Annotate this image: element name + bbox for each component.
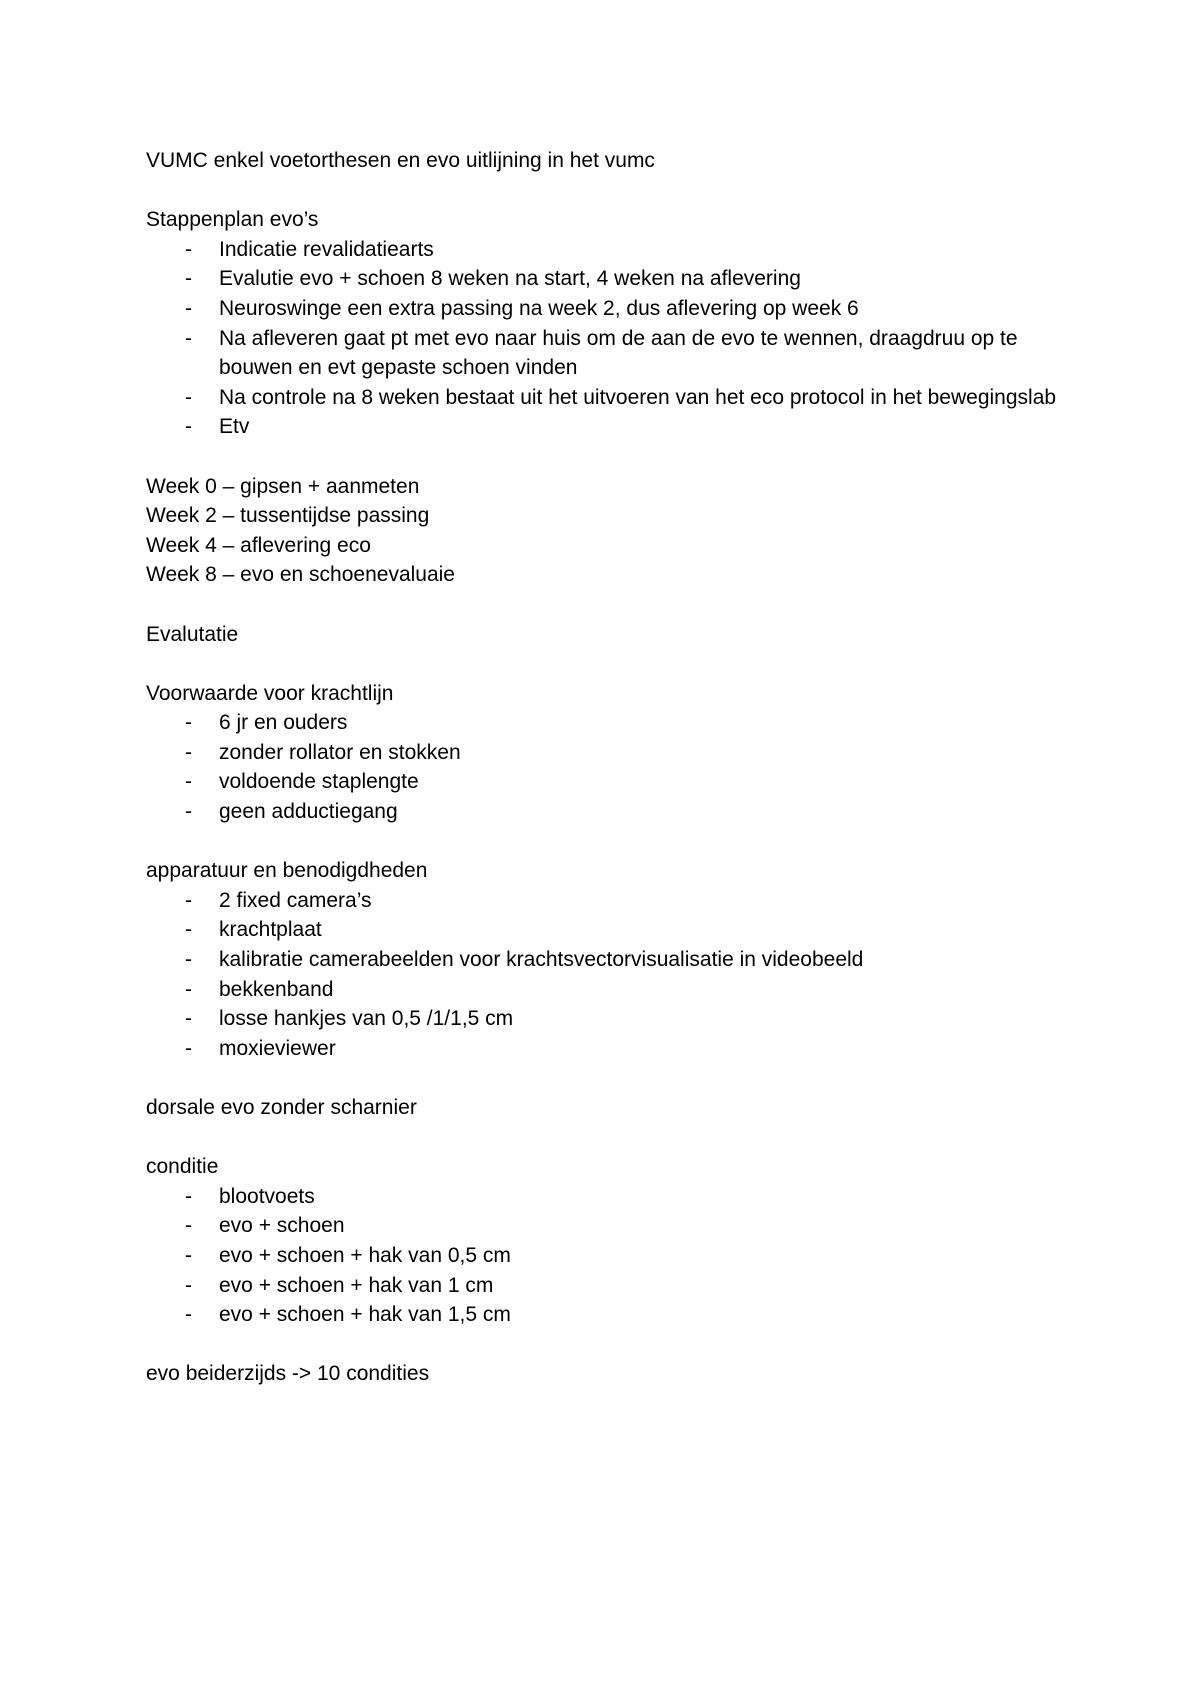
list-item	[146, 235, 1076, 265]
list-item-text: Etv	[219, 415, 250, 439]
list-item-text: evo + schoen + hak van 1,5 cm	[219, 1303, 511, 1327]
dash-bullet: -	[185, 1007, 192, 1031]
list-item	[146, 886, 1076, 916]
spacer	[146, 1063, 1076, 1093]
list-item	[146, 738, 1076, 768]
list-item-text: 6 jr en ouders	[219, 711, 348, 735]
footer-line: evo beiderzijds -> 10 condities	[146, 1362, 430, 1386]
list-item	[146, 294, 1076, 324]
dash-bullet: -	[185, 888, 192, 912]
list-item	[146, 1241, 1076, 1271]
dash-bullet: -	[185, 977, 192, 1001]
apparatuur-list	[146, 886, 1076, 1064]
dash-bullet: -	[185, 1303, 192, 1327]
list-item-text: geen adductiegang	[219, 800, 398, 824]
list-item-text: bekkenband	[219, 977, 334, 1001]
spacer	[146, 176, 1076, 206]
section-heading-voorwaarde: Voorwaarde voor krachtlijn	[146, 681, 394, 705]
list-item-text: 2 fixed camera’s	[219, 888, 372, 912]
week-line: Week 8 – evo en schoenevaluaie	[146, 563, 455, 587]
list-item	[146, 264, 1076, 294]
list-item	[146, 1271, 1076, 1301]
dash-bullet: -	[185, 918, 192, 942]
stappenplan-list	[146, 235, 1076, 442]
list-item-text: voldoende staplengte	[219, 770, 419, 794]
list-item	[146, 412, 1076, 442]
list-item	[146, 945, 1076, 975]
list-item-text: zonder rollator en stokken	[219, 740, 461, 764]
document-page	[146, 146, 1076, 1389]
dash-bullet: -	[185, 237, 192, 261]
list-item-text: Na afleveren gaat pt met evo naar huis om de aan de evo te wennen, draagdruu op te bouwen en evt gepaste schoen vinden	[219, 326, 1018, 380]
voorwaarde-list	[146, 708, 1076, 826]
spacer	[146, 1123, 1076, 1153]
list-item	[146, 915, 1076, 945]
list-item-text: kalibratie camerabeelden voor krachtsvectorvisualisatie in videobeeld	[219, 948, 864, 972]
spacer	[146, 1330, 1076, 1360]
list-item-text: Indicatie revalidatiearts	[219, 237, 434, 261]
list-item	[146, 1034, 1076, 1064]
list-item-text: evo + schoen	[219, 1214, 345, 1238]
list-item-text: evo + schoen + hak van 0,5 cm	[219, 1243, 511, 1267]
dash-bullet: -	[185, 1214, 192, 1238]
list-item	[146, 324, 1076, 383]
list-item-text: Na controle na 8 weken bestaat uit het uitvoeren van het eco protocol in het bewegingslab	[219, 385, 1057, 409]
list-item-text: evo + schoen + hak van 1 cm	[219, 1273, 494, 1297]
list-item	[146, 975, 1076, 1005]
list-item	[146, 1211, 1076, 1241]
dash-bullet: -	[185, 415, 192, 439]
list-item-text: krachtplaat	[219, 918, 322, 942]
spacer	[146, 590, 1076, 620]
week-line: Week 0 – gipsen + aanmeten	[146, 474, 420, 498]
dash-bullet: -	[185, 770, 192, 794]
dash-bullet: -	[185, 326, 192, 350]
conditie-list	[146, 1182, 1076, 1330]
spacer	[146, 649, 1076, 679]
list-item	[146, 1004, 1076, 1034]
dash-bullet: -	[185, 296, 192, 320]
list-item	[146, 797, 1076, 827]
list-item	[146, 383, 1076, 413]
dash-bullet: -	[185, 267, 192, 291]
dash-bullet: -	[185, 385, 192, 409]
spacer	[146, 442, 1076, 472]
section-heading-conditie: conditie	[146, 1155, 219, 1179]
dash-bullet: -	[185, 1273, 192, 1297]
section-heading-apparatuur: apparatuur en benodigdheden	[146, 859, 428, 883]
dash-bullet: -	[185, 800, 192, 824]
list-item	[146, 708, 1076, 738]
dorsale-line: dorsale evo zonder scharnier	[146, 1096, 417, 1119]
dash-bullet: -	[185, 1243, 192, 1267]
list-item-text: losse hankjes van 0,5 /1/1,5 cm	[219, 1007, 514, 1031]
document-title: VUMC enkel voetorthesen en evo uitlijning in het vumc	[146, 149, 655, 172]
list-item	[146, 767, 1076, 797]
dash-bullet: -	[185, 740, 192, 764]
week-line: Week 2 – tussentijdse passing	[146, 504, 430, 528]
dash-bullet: -	[185, 1184, 192, 1208]
dash-bullet: -	[185, 1036, 192, 1060]
section-heading-stappenplan: Stappenplan evo’s	[146, 208, 319, 232]
list-item	[146, 1182, 1076, 1212]
list-item-text: blootvoets	[219, 1184, 315, 1208]
list-item-text: Evalutie evo + schoen 8 weken na start, 4 weken na aflevering	[219, 267, 801, 291]
list-item	[146, 1300, 1076, 1330]
dash-bullet: -	[185, 948, 192, 972]
list-item-text: Neuroswinge een extra passing na week 2, dus aflevering op week 6	[219, 296, 859, 320]
section-heading-evalutatie: Evalutatie	[146, 622, 239, 646]
dash-bullet: -	[185, 711, 192, 735]
list-item-text: moxieviewer	[219, 1036, 336, 1060]
spacer	[146, 827, 1076, 857]
week-line: Week 4 – aflevering eco	[146, 533, 371, 557]
